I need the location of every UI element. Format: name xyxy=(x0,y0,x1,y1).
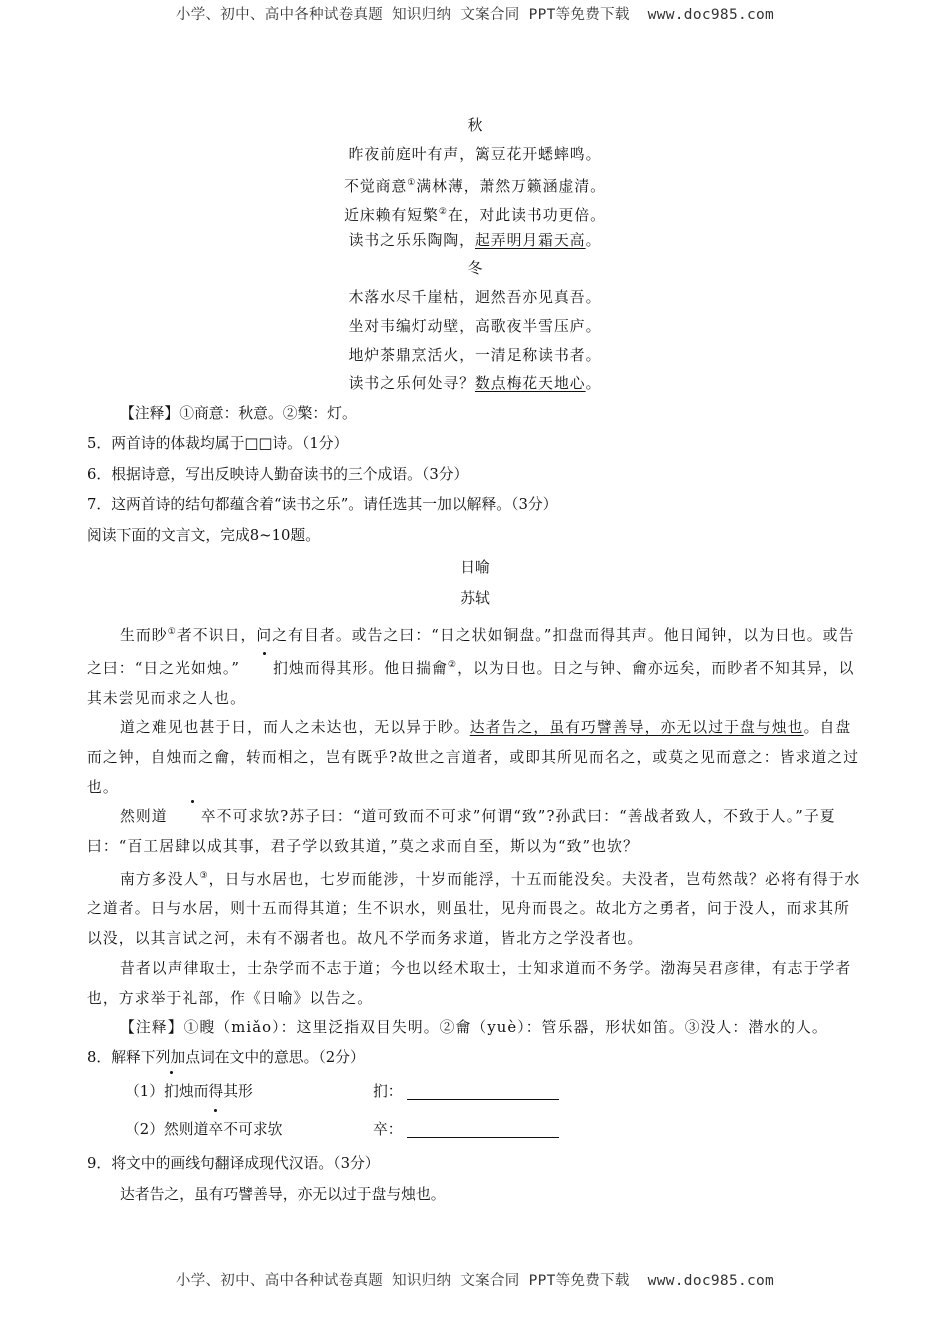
footnote-marker: ① xyxy=(407,178,417,189)
underlined-line: 起弄明月霜天高 xyxy=(474,231,586,249)
essay-paragraph-1: 生而眇①者不识日，问之有目者。或告之曰：“日之状如铜盘。”扣盘而得其声。他日闻钟，以为日也。或告之曰：“日之光如烛。” 扪烛而得其形。他日揣龠②，以为日也。日之与钟、龠亦远矣，而眇者不知其异，以其未尝见而求之人也。 xyxy=(87,627,855,707)
question-8-item-1: （1）扪烛而得其形 扪： xyxy=(87,1073,863,1111)
poem1-line-4: 读书之乐乐陶陶，起弄明月霜天高。 xyxy=(348,231,602,249)
essay-note: 【注释】①瞍（miǎo）：这里泛指双目失明。②龠（yuè）：管乐器，形状如笛。③没人：潜水的人。 xyxy=(120,1019,828,1037)
essay-paragraph-3: 然则道 卒不可求欤?苏子曰：“道可致而不可求”何谓“致”?孙武曰：“善战者致人，不致于人。”子夏曰：“百工居肆以成其事，君子学以致其道，”莫之求而自至，斯以为“致”也欤？ xyxy=(87,802,863,861)
poem2-line-1: 木落水尽千崖枯，迥然吾亦见真吾。 xyxy=(348,289,602,307)
essay-title: 日喻 xyxy=(460,559,490,577)
dotted-word: 卒 xyxy=(208,1111,223,1149)
banner-site: www.doc985.com xyxy=(647,1273,775,1289)
banner-text: 小学、初中、高中各种试卷真题 知识归纳 文案合同 PPT等免费下载 xyxy=(175,1273,630,1289)
banner-text: 小学、初中、高中各种试卷真题 知识归纳 文案合同 PPT等免费下载 xyxy=(175,7,630,23)
poem-note: 【注释】①商意：秋意。②檠：灯。 xyxy=(120,404,357,422)
essay-paragraph-2: 道之难见也甚于日，而人之未达也，无以异于眇。达者告之，虽有巧譬善导，亦无以过于盘与烛也。自盘而之钟，自烛而之龠，转而相之，岂有既乎?故世之言道者，或即其所见而名之，或莫之见而意之：皆求道之过也。 xyxy=(87,719,860,796)
dotted-word: 扪 xyxy=(240,654,289,684)
banner-site: www.doc985.com xyxy=(647,7,775,23)
poem1-title: 秋 xyxy=(467,117,483,134)
answer-blank[interactable] xyxy=(407,1081,559,1100)
reading-intro: 阅读下面的文言文，完成8~10题。 xyxy=(87,526,321,544)
poem1-line-2: 不觉商意①满林薄，萧然万籁涵虚清。 xyxy=(344,178,606,196)
footnote-marker: ② xyxy=(438,207,448,218)
poem1-line-3: 近床赖有短檠②在，对此读书功更倍。 xyxy=(344,206,606,224)
poem2-line-3: 地炉茶鼎烹活火，一清足称读书者。 xyxy=(348,346,602,364)
question-9-sentence: 达者告之，虽有巧譬善导，亦无以过于盘与烛也。 xyxy=(120,1185,446,1203)
underlined-sentence: 达者告之，虽有巧譬善导，亦无以过于盘与烛也 xyxy=(469,719,804,737)
header-banner xyxy=(0,3,950,24)
poem2-line-4: 读书之乐何处寻？数点梅花天地心。 xyxy=(348,375,602,393)
underlined-line: 数点梅花天地心 xyxy=(474,375,586,393)
footer-banner xyxy=(0,1269,950,1290)
question-8-item-2: （2）然则道卒不可求欤 卒： xyxy=(87,1111,863,1149)
question-8: 8．解释下列加点词在文中的意思。（2分） xyxy=(87,1048,365,1066)
question-5: 5．两首诗的体裁均属于□□诗。（1分） xyxy=(87,435,349,453)
essay-paragraph-4: 南方多没人③，日与水居也，七岁而能涉，十岁而能浮，十五而能没矣。夫没者，岂苟然哉？必将有得于水之道者。日与水居，则十五而得其道；生不识水，则虽壮，见舟而畏之。故北方之勇者，问于没人，而求其所以没，以其言试之河，未有不溺者也。故凡不学而务求道，皆北方之学没者也。 xyxy=(87,870,861,948)
essay-paragraph-5: 昔者以声律取士，士杂学而不志于道；今也以经术取士，士知求道而不务学。渤海吴君彦律，有志于学者也，方求举于礼部，作《日喻》以告之。 xyxy=(87,959,852,1007)
question-6: 6．根据诗意，写出反映诗人勤奋读书的三个成语。（3分） xyxy=(87,465,469,483)
question-7: 7．这两首诗的结句都蕴含着“读书之乐”。请任选其一加以解释。（3分） xyxy=(87,496,558,514)
answer-blank[interactable] xyxy=(407,1119,559,1138)
document-body xyxy=(87,112,863,1210)
essay-author: 苏轼 xyxy=(460,589,490,607)
question-9: 9．将文中的画线句翻译成现代汉语。（3分） xyxy=(87,1155,380,1173)
poem1-line-1: 昨夜前庭叶有声，篱豆花开蟋蟀鸣。 xyxy=(348,145,602,163)
dotted-word: 卒 xyxy=(168,802,217,832)
poem2-title: 冬 xyxy=(467,260,483,278)
dotted-word: 扪 xyxy=(164,1073,179,1111)
poem2-line-2: 坐对韦编灯动壁，高歌夜半雪压庐。 xyxy=(348,317,602,335)
